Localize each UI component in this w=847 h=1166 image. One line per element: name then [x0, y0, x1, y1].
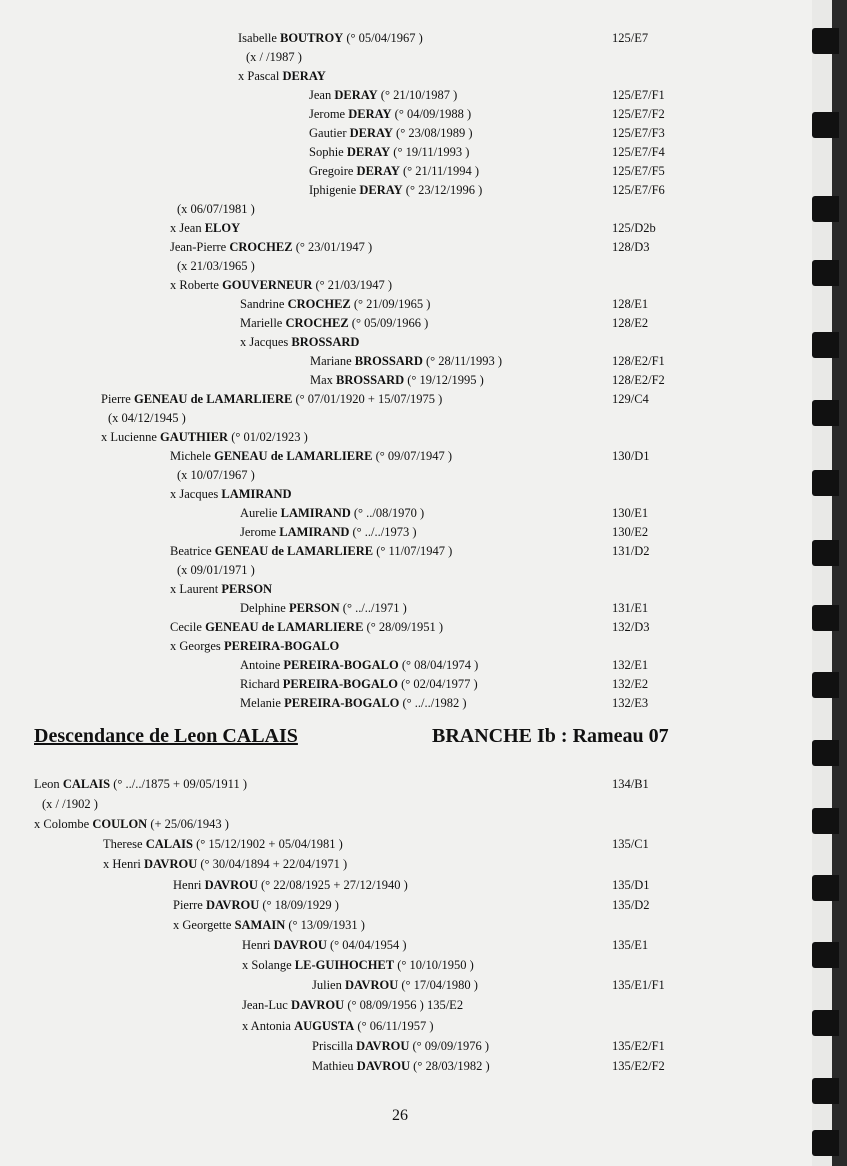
entry-line: x Georgette SAMAIN (° 13/09/1931 )	[173, 918, 365, 932]
entry-line: Delphine PERSON (° ../../1971 )	[240, 601, 407, 615]
entry-line: x Roberte GOUVERNEUR (° 21/03/1947 )	[170, 278, 393, 292]
entry-line: x Henri DAVROU (° 30/04/1894 + 22/04/1971 )	[103, 857, 348, 871]
entry-line: Henri DAVROU (° 04/04/1954 )	[242, 938, 407, 952]
entry-ref: 125/E7/F3	[612, 126, 665, 140]
entry-ref: 131/E1	[612, 601, 649, 615]
entry-ref: 128/D3	[612, 240, 650, 254]
entry-line: Gregoire DERAY (° 21/11/1994 )	[309, 164, 480, 178]
entry-ref: 135/C1	[612, 837, 649, 851]
binder-ring	[812, 196, 839, 222]
binder-ring	[812, 540, 839, 566]
entry-ref: 135/E1	[612, 938, 649, 952]
entry-line: x Laurent PERSON	[170, 582, 273, 596]
entry-ref: 130/E1	[612, 506, 649, 520]
entry-ref: 130/E2	[612, 525, 649, 539]
entry-line: x Georges PEREIRA-BOGALO	[170, 639, 340, 653]
entry-line: Melanie PEREIRA-BOGALO (° ../../1982 )	[240, 696, 467, 710]
binder-ring	[812, 400, 839, 426]
binder-ring	[812, 1078, 839, 1104]
entry-ref: 135/E2/F2	[612, 1059, 665, 1073]
binder-ring	[812, 875, 839, 901]
entry-line: Isabelle BOUTROY (° 05/04/1967 )	[238, 31, 423, 45]
binder-ring	[812, 808, 839, 834]
binder-spine	[812, 0, 847, 1166]
entry-line: Pierre GENEAU de LAMARLIERE (° 07/01/1920 + 15/07/1975 )	[101, 392, 443, 406]
entry-line: Julien DAVROU (° 17/04/1980 )	[312, 978, 478, 992]
entry-line: x Lucienne GAUTHIER (° 01/02/1923 )	[101, 430, 308, 444]
binder-ring	[812, 1130, 839, 1156]
binder-ring	[812, 1010, 839, 1036]
entry-ref: 132/E2	[612, 677, 649, 691]
entry-ref: 125/E7/F4	[612, 145, 665, 159]
entry-line: Max BROSSARD (° 19/12/1995 )	[310, 373, 484, 387]
section-title: Descendance de Leon CALAIS	[34, 725, 298, 747]
binder-ring	[812, 28, 839, 54]
entry-line: x Jean ELOY	[170, 221, 241, 235]
entry-line: (x 06/07/1981 )	[177, 202, 255, 216]
entry-line: x Jacques LAMIRAND	[170, 487, 292, 501]
entry-line: Mariane BROSSARD (° 28/11/1993 )	[310, 354, 503, 368]
entry-ref: 125/D2b	[612, 221, 656, 235]
entry-line: Antoine PEREIRA-BOGALO (° 08/04/1974 )	[240, 658, 479, 672]
entry-ref: 130/D1	[612, 449, 650, 463]
entry-line: Sandrine CROCHEZ (° 21/09/1965 )	[240, 297, 431, 311]
entry-ref: 135/E2/F1	[612, 1039, 665, 1053]
entry-line: Cecile GENEAU de LAMARLIERE (° 28/09/1951 )	[170, 620, 444, 634]
entry-ref: 134/B1	[612, 777, 649, 791]
entry-line: x Jacques BROSSARD	[240, 335, 360, 349]
entry-line: (x 04/12/1945 )	[108, 411, 186, 425]
branch-title: BRANCHE Ib : Rameau 07	[432, 725, 669, 747]
binder-ring	[812, 260, 839, 286]
binder-ring	[812, 332, 839, 358]
entry-line: Therese CALAIS (° 15/12/1902 + 05/04/1981 )	[103, 837, 343, 851]
entry-ref: 125/E7/F2	[612, 107, 665, 121]
entry-line: Jerome LAMIRAND (° ../../1973 )	[240, 525, 417, 539]
entry-line: Aurelie LAMIRAND (° ../08/1970 )	[240, 506, 425, 520]
entry-ref: 135/D2	[612, 898, 650, 912]
entry-line: Gautier DERAY (° 23/08/1989 )	[309, 126, 473, 140]
entry-line: Jean DERAY (° 21/10/1987 )	[309, 88, 458, 102]
entry-line: Iphigenie DERAY (° 23/12/1996 )	[309, 183, 483, 197]
entry-line: (x / /1987 )	[246, 50, 302, 64]
entry-ref: 132/D3	[612, 620, 650, 634]
page-number: 26	[392, 1107, 408, 1124]
entry-ref: 128/E1	[612, 297, 649, 311]
binder-ring	[812, 605, 839, 631]
entry-ref: 125/E7	[612, 31, 649, 45]
entry-ref: 129/C4	[612, 392, 649, 406]
entry-ref: 125/E7/F1	[612, 88, 665, 102]
entry-line: Jean-Pierre CROCHEZ (° 23/01/1947 )	[170, 240, 373, 254]
entry-line: x Colombe COULON (+ 25/06/1943 )	[34, 817, 229, 831]
binder-ring	[812, 672, 839, 698]
entry-line: Beatrice GENEAU de LAMARLIERE (° 11/07/1947 )	[170, 544, 453, 558]
binder-ring	[812, 112, 839, 138]
entry-line: Jerome DERAY (° 04/09/1988 )	[309, 107, 472, 121]
entry-line: (x 21/03/1965 )	[177, 259, 255, 273]
entry-ref: 132/E1	[612, 658, 649, 672]
entry-line: (x 10/07/1967 )	[177, 468, 255, 482]
entry-ref: 135/E1/F1	[612, 978, 665, 992]
entry-ref: 128/E2/F2	[612, 373, 665, 387]
entry-ref: 135/D1	[612, 878, 650, 892]
entry-line: Jean-Luc DAVROU (° 08/09/1956 ) 135/E2	[242, 998, 464, 1012]
entry-ref: 128/E2/F1	[612, 354, 665, 368]
entry-line: Leon CALAIS (° ../../1875 + 09/05/1911 )	[34, 777, 247, 791]
entry-line: Henri DAVROU (° 22/08/1925 + 27/12/1940 )	[173, 878, 408, 892]
entry-line: Priscilla DAVROU (° 09/09/1976 )	[312, 1039, 489, 1053]
entry-line: x Solange LE-GUIHOCHET (° 10/10/1950 )	[242, 958, 474, 972]
entry-line: Sophie DERAY (° 19/11/1993 )	[309, 145, 470, 159]
entry-ref: 128/E2	[612, 316, 649, 330]
entry-line: (x / /1902 )	[42, 797, 98, 811]
entry-ref: 125/E7/F5	[612, 164, 665, 178]
entry-line: Pierre DAVROU (° 18/09/1929 )	[173, 898, 339, 912]
entry-ref: 131/D2	[612, 544, 650, 558]
binder-ring	[812, 942, 839, 968]
entry-line: Marielle CROCHEZ (° 05/09/1966 )	[240, 316, 429, 330]
entry-line: Michele GENEAU de LAMARLIERE (° 09/07/1947 )	[170, 449, 453, 463]
entry-line: Mathieu DAVROU (° 28/03/1982 )	[312, 1059, 490, 1073]
entry-ref: 132/E3	[612, 696, 649, 710]
entry-ref: 125/E7/F6	[612, 183, 665, 197]
entry-line: x Antonia AUGUSTA (° 06/11/1957 )	[242, 1019, 434, 1033]
entry-line: (x 09/01/1971 )	[177, 563, 255, 577]
binder-ring	[812, 470, 839, 496]
entry-line: Richard PEREIRA-BOGALO (° 02/04/1977 )	[240, 677, 478, 691]
binder-edge	[832, 0, 847, 1166]
entry-line: x Pascal DERAY	[238, 69, 326, 83]
binder-ring	[812, 740, 839, 766]
